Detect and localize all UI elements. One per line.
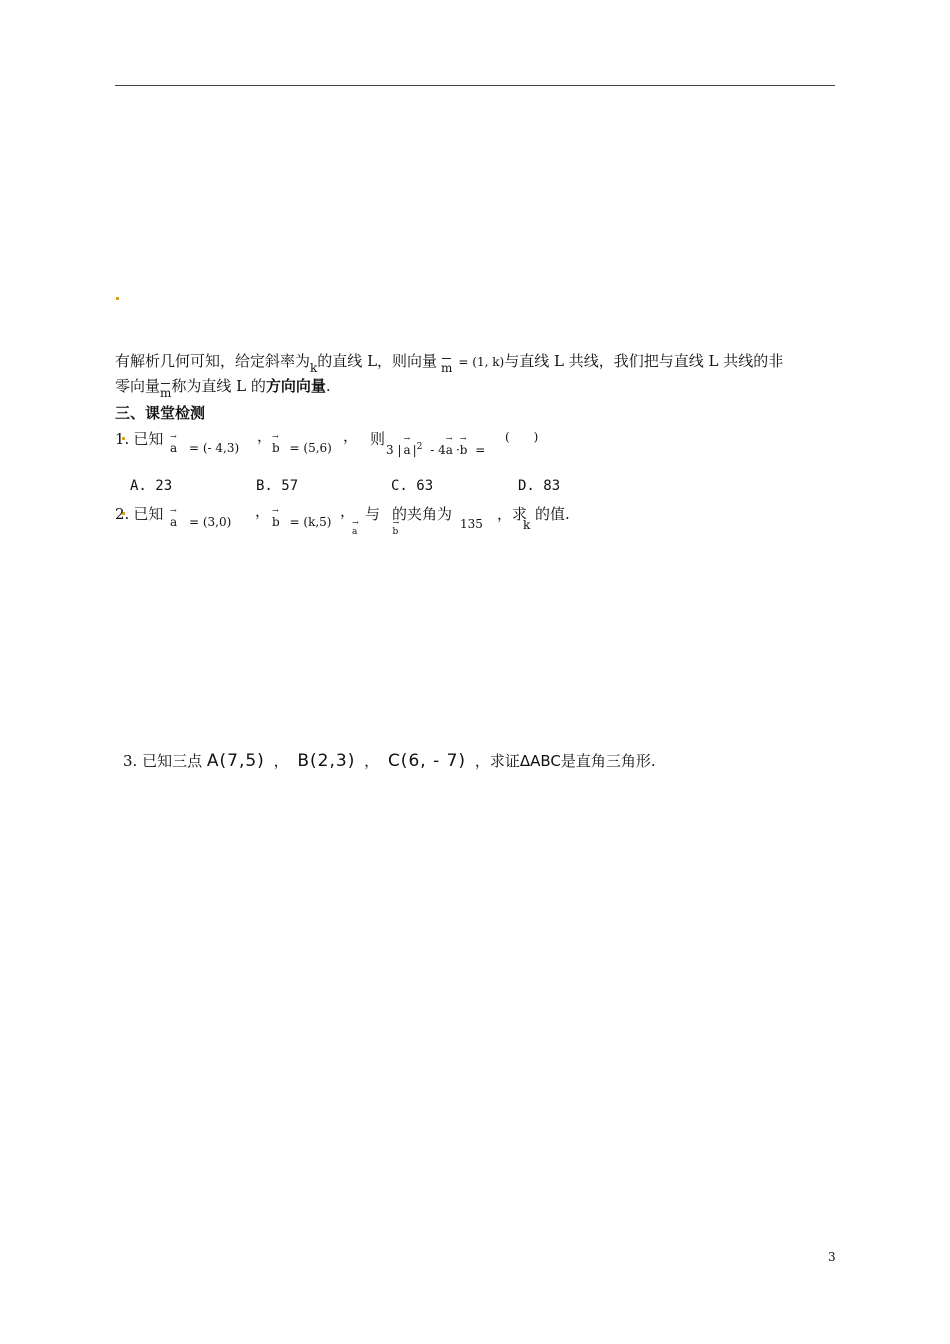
q3-point-a: A(7,5) xyxy=(206,751,265,771)
intro-line-1 xyxy=(115,350,784,375)
q1-expression xyxy=(386,442,485,457)
q2-with: 与 xyxy=(365,505,381,523)
q1-vec-a: → a xyxy=(170,441,177,455)
q2-angle-text: 的夹角为 xyxy=(392,505,453,523)
q1-option-b: B. 57 xyxy=(256,478,299,494)
q2-vec-b-small: → b xyxy=(392,527,398,537)
intro-text-5: 称为直线 L 的 xyxy=(171,377,266,395)
q2-num: 2 xyxy=(115,505,125,523)
q3-comma-3: ，求证 xyxy=(474,752,520,770)
page-number: 3 xyxy=(828,1250,836,1264)
q2-ask: ，求 xyxy=(497,505,528,523)
q3-triangle: ΔABC xyxy=(519,752,561,770)
q1-line xyxy=(115,428,163,449)
q1-expr-eq: = xyxy=(475,443,486,457)
q1-comma-2: ， xyxy=(343,427,359,445)
q2-comma-1: ， xyxy=(255,502,271,520)
q2-a-value: = (3,0) xyxy=(188,515,232,529)
intro-vec-m-2: m xyxy=(160,386,172,400)
q1-option-a: A. 23 xyxy=(130,478,173,494)
intro-vec-m: m xyxy=(441,361,453,375)
q2-text: 已知 xyxy=(133,505,164,523)
q1-expr-dot: · xyxy=(455,443,460,457)
q1-dot: . xyxy=(124,430,130,448)
q2-k: k xyxy=(523,518,531,532)
intro-m-value: = (1, k) xyxy=(458,355,505,369)
q2-end: 的值. xyxy=(535,505,570,523)
q1-text: 已知 xyxy=(133,430,164,448)
q2-comma-2: ， xyxy=(340,502,356,520)
q1-b-expr xyxy=(272,441,332,455)
q3-text: 3. 已知三点 xyxy=(123,752,203,770)
q1-b-value: = (5,6) xyxy=(289,441,332,455)
q2-line xyxy=(115,503,163,524)
intro-k: k xyxy=(310,361,318,375)
intro-line-2 xyxy=(115,375,331,400)
intro-text-4: 零向量 xyxy=(115,377,161,395)
q2-angle: 135 xyxy=(460,517,483,531)
intro-text-1: 有解析几何可知，给定斜率为 xyxy=(115,352,311,370)
q1-comma-1: ， xyxy=(257,427,273,445)
q1-a-expr xyxy=(170,441,239,455)
q3-comma-1: ， xyxy=(273,752,289,770)
q1-expr-bar: | xyxy=(412,443,417,457)
q3-line xyxy=(123,750,656,771)
q1-option-c: C. 63 xyxy=(391,478,434,494)
q1-expr-vec-a2: → a xyxy=(446,443,453,457)
q1-expr-mid: - 4 xyxy=(430,443,446,457)
intro-bold-term: 方向向量 xyxy=(265,377,326,395)
intro-text-3: 与直线 L 共线，我们把与直线 L 共线的非 xyxy=(504,352,784,370)
marker-dot xyxy=(116,297,119,300)
q1-expr-sup: 2 xyxy=(416,442,423,452)
q2-b-value: = (k,5) xyxy=(289,515,332,529)
q1-a-value: = (- 4,3) xyxy=(188,441,240,455)
q1-num: 1 xyxy=(115,430,125,448)
q1-expr-pre: 3 | xyxy=(386,443,402,457)
q1-expr-vec-a: → a xyxy=(404,443,411,457)
q1-vec-b: → b xyxy=(272,441,280,455)
q2-vec-b: → b xyxy=(272,515,280,529)
intro-text-6: . xyxy=(325,377,331,395)
q3-comma-2: ， xyxy=(364,752,380,770)
q3-point-c: C(6, - 7) xyxy=(387,751,467,771)
q2-dot: . xyxy=(124,505,130,523)
q3-end: 是直角三角形. xyxy=(560,752,656,770)
q2-vec-a-small: → a xyxy=(352,527,357,537)
q2-vec-a: → a xyxy=(170,515,177,529)
q2-a-expr xyxy=(170,515,231,529)
section-title: 三、课堂检测 xyxy=(115,404,206,422)
q1-answer-paren: ( ) xyxy=(505,430,539,444)
q2-b-expr xyxy=(272,515,331,529)
intro-text-2: 的直线 L，则向量 xyxy=(317,352,438,370)
header-rule xyxy=(115,85,835,86)
q1-option-d: D. 83 xyxy=(518,478,561,494)
q1-then: 则 xyxy=(370,430,386,448)
q1-expr-vec-b: → b xyxy=(460,443,468,457)
q3-point-b: B(2,3) xyxy=(297,751,356,771)
